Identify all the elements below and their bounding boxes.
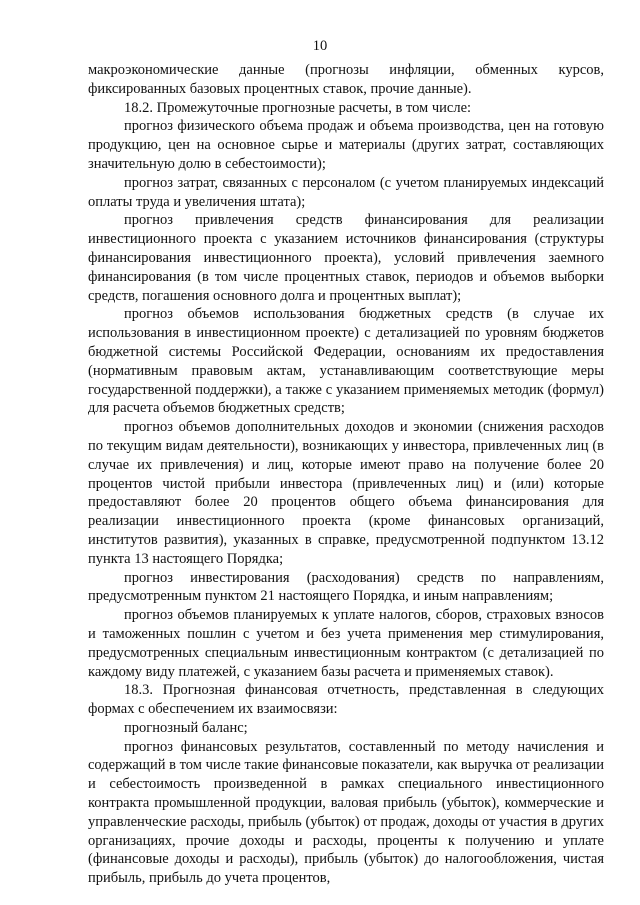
paragraph-macro-data: макроэкономические данные (прогнозы инфляции, обменных курсов, фиксированных базовых процентных ставок, прочие данные). <box>88 62 604 97</box>
page-number: 10 <box>312 38 328 54</box>
document-body <box>88 61 604 888</box>
paragraph-sales-forecast: прогноз физического объема продаж и объема производства, цен на готовую продукцию, цен на основное сырье и материалы (других затрат, составляющих значительную долю в себестоимости); <box>88 118 604 172</box>
paragraph-forecast-balance: прогнозный баланс; <box>124 719 248 736</box>
paragraph-financial-results: прогноз финансовых результатов, составленный по методу начисления и содержащий в том числе такие финансовые показатели, как выручка от реализации и себестоимость произведенной в рамках специального инвестиционного контракта промышленной продукции, валовая прибыль (убыток), коммерческие и управленческие расходы, прибыль (убыток) от продаж, доходы от участия в других организациях, прочие доходы и расходы, проценты к получению и уплате (финансовые доходы и расходы), прибыль (убыток) до налогообложения, чистая прибыль, прибыль до учета процентов, <box>88 738 604 887</box>
paragraph-personnel-costs: прогноз затрат, связанных с персоналом (с учетом планируемых индексаций оплаты труда и увеличения штата); <box>88 174 604 210</box>
paragraph-financing-forecast: прогноз привлечения средств финансирования для реализации инвестиционного проекта с указанием источников финансирования (структуры финансирования инвестиционного проекта), условий привлечения заемного финансирования (в том числе процентных ставок, периодов и объемов выборки средств, погашения основного долга и процентных выплат); <box>88 212 604 304</box>
paragraph-budget-funds: прогноз объемов использования бюджетных средств (в случае их использования в инвестиционном проекте) с детализацией по уровням бюджетов бюджетной системы Российской Федерации, основаниям их предоставления (нормативным правовым актам, устанавливающим соответствующие меры государственной поддержки), а также с указанием применяемых методик (формул) для расчета объемов бюджетных средств; <box>88 306 604 417</box>
paragraph-18-2-heading: 18.2. Промежуточные прогнозные расчеты, в том числе: <box>124 99 472 116</box>
paragraph-18-3-heading: 18.3. Прогнозная финансовая отчетность, представленная в следующих формах с обеспечением их взаимосвязи: <box>88 682 604 718</box>
paragraph-additional-income: прогноз объемов дополнительных доходов и экономии (снижения расходов по текущим видам деятельности), возникающих у инвестора, привлеченных лиц (в случае их привлечения) и лиц, которые имеют право на получение более 20 процентов чистой прибыли инвестора (привлеченных лиц) и (или) которые предоставляют более 20 процентов общего объема финансирования для реализации инвестиционного проекта (кроме финансовых организаций, институтов развития), указанных в справке, предусмотренной подпунктом 13.12 пункта 13 настоящего Порядка; <box>88 419 604 567</box>
paragraph-investment-directions: прогноз инвестирования (расходования) средств по направлениям, предусмотренным пунктом 21 настоящего Порядка, и иным направлениям; <box>88 569 604 605</box>
paragraph-taxes-forecast: прогноз объемов планируемых к уплате налогов, сборов, страховых взносов и таможенных пошлин с учетом и без учета применения мер стимулирования, предусмотренных специальным инвестиционным контрактом (с детализацией по каждому виду платежей, с указанием базы расчета и применяемых ставок). <box>88 607 604 680</box>
